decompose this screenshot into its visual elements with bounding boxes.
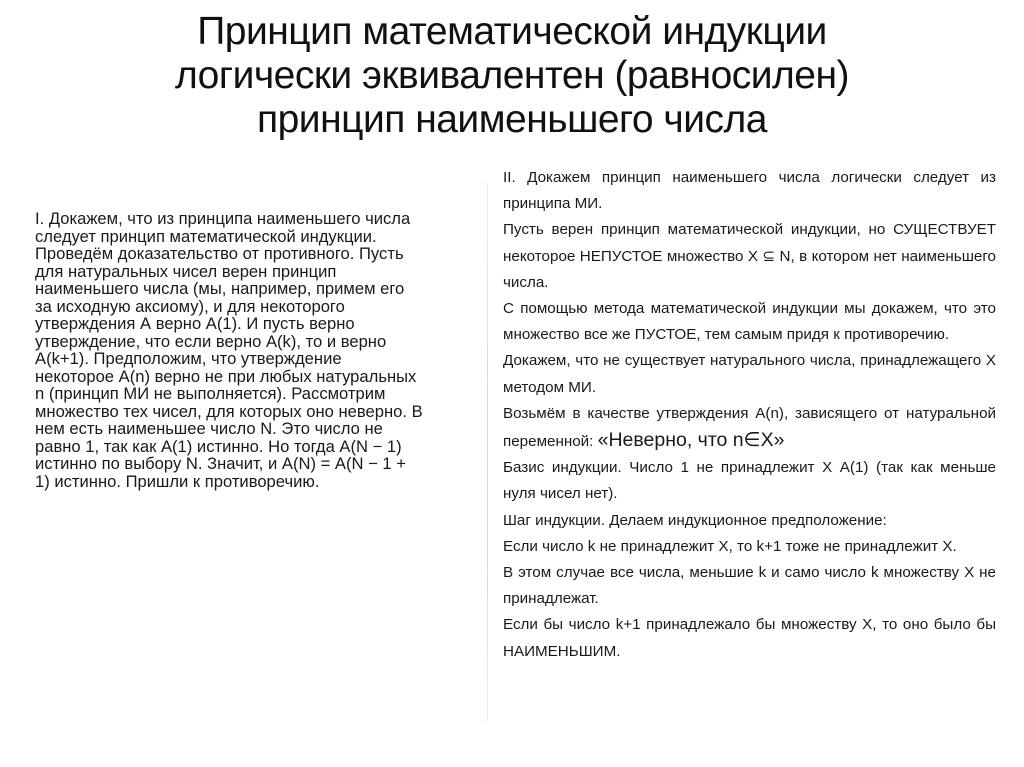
left-column-proof — [35, 210, 425, 490]
right-paragraph-7: Шаг индукции. Делаем индукционное предположение: — [503, 511, 887, 529]
right-column-proof — [503, 165, 996, 665]
right-paragraph-10: Если бы число k+1 принадлежало бы множеству X, то оно было бы НАИМЕНЬШИМ. — [503, 616, 996, 660]
right-paragraph-2: Пусть верен принцип математической индукции, но СУЩЕСТВУЕТ некоторое НЕПУСТОЕ множество X ⊆ N, в котором нет наименьшего числа. — [503, 221, 996, 291]
right-paragraph-5 — [503, 401, 996, 455]
right-paragraph-3: С помощью метода математической индукции мы докажем, что это множество все же ПУСТОЕ, тем самым придя к противоречию. — [503, 300, 996, 344]
right-paragraph-8: Если число k не принадлежит X, то k+1 тоже не принадлежит X. — [503, 537, 957, 555]
right-paragraph-5-text: Возьмём в качестве утверждения А(n), зависящего от натуральной переменной: — [503, 404, 996, 451]
slide-title — [0, 10, 1024, 142]
title-line-1: Принцип математической индукции — [197, 10, 827, 53]
right-paragraph-9: В этом случае все числа, меньшие k и само число k множеству X не принадлежат. — [503, 564, 996, 608]
title-line-2: логически эквивалентен (равносилен) — [174, 54, 850, 97]
statement-quote: «Неверно, что n∈X» — [597, 429, 785, 452]
right-paragraph-6: Базис индукции. Число 1 не принадлежит X А(1) (так как меньше нуля чисел нет). — [503, 459, 996, 503]
right-paragraph-1: II. Докажем принцип наименьшего числа логически следует из принципа МИ. — [503, 169, 996, 213]
left-proof-text: I. Докажем, что из принципа наименьшего числа следует принцип математической индукции. Проведём доказательство от противного. Пусть для натуральных чисел верен принцип наименьшего числа (мы, например, примем его за исходную аксиому), и для некоторого утверждения А верно А(1). И пусть верно утверждение, что если верно А(k), то и верно А(k+1). Предположим, что утверждение некоторое А(n) верно не при любых натуральных n (принцип МИ не выполняется). Рассмотрим множество тех чисел, для которых оно неверно. В нем есть наименьшее число N. Это число не равно 1, так как А(1) истинно. Но тогда А(N − 1) истинно по выбору N. Значит, и А(N) = А(N − 1 + 1) истинно. Пришли к противоречию. — [35, 209, 423, 491]
column-divider — [487, 182, 488, 722]
right-paragraph-4: Докажем, что не существует натурального числа, принадлежащего X методом МИ. — [503, 352, 996, 396]
title-line-3: принцип наименьшего числа — [256, 98, 767, 141]
